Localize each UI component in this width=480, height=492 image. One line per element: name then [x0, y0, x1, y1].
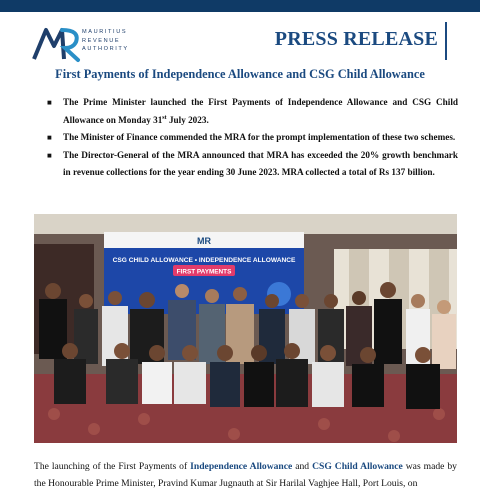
headline: First Payments of Independence Allowance and CSG Child Allowance	[55, 67, 425, 81]
bullet-marker: ■	[47, 133, 52, 143]
mra-logo	[32, 22, 128, 62]
bullet-list	[47, 94, 458, 182]
independence-allowance-link: Independence Allowance	[190, 461, 293, 472]
body-paragraph: The launching of the First Payments of Independence Allowance and CSG Child Allowance was made by the Honourable Prime Minister, Pravind Kumar Jugnauth at Sir Harilal Vaghjee Hall, Port Louis, on	[34, 461, 457, 489]
mra-logo-mark	[32, 22, 82, 62]
event-photo	[34, 214, 457, 443]
bullet-marker: ■	[47, 98, 52, 107]
logo-line-1: MAURITIUS	[82, 29, 128, 35]
bullet-item: ■ The Minister of Finance commended the MRA for the prompt implementation of these two schemes.	[47, 129, 458, 147]
logo-line-2: REVENUE	[82, 37, 121, 44]
svg-text:MR: MR	[197, 236, 211, 246]
logo-text	[82, 28, 129, 54]
press-release-title: PRESS RELEASE	[274, 28, 438, 50]
banner-line-1: CSG CHILD ALLOWANCE • INDEPENDENCE ALLOWANCE	[112, 257, 296, 264]
bullet-marker: ■	[47, 150, 52, 160]
header-bar	[0, 0, 480, 12]
bullet-item: ■ The Director-General of the MRA announced that MRA has exceeded the 20% growth benchmark in revenue collections for the year ending 30 June 2023. MRA collected a total of Rs 137 billion.	[47, 147, 458, 182]
banner-line-2: FIRST PAYMENTS	[176, 268, 232, 276]
logo-line-3: AUTHORITY	[82, 46, 129, 52]
bullet-item: ■ The Prime Minister launched the First Payments of Independence Allowance and CSG Child Allowance on Monday 31st July 2023.	[47, 94, 458, 129]
csg-child-allowance-link: CSG Child Allowance	[312, 461, 403, 472]
title-divider	[445, 22, 447, 60]
